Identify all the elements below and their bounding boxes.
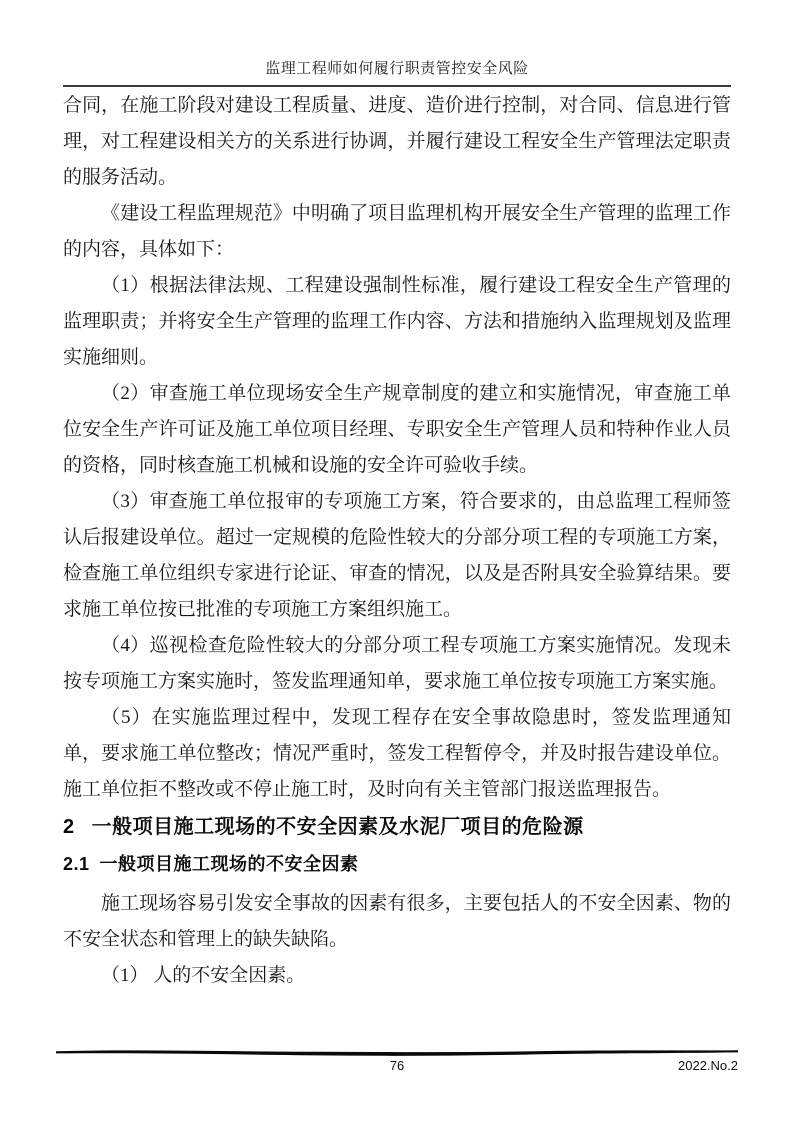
page-number: 76 (389, 1058, 405, 1073)
body-paragraph: 《建设工程监理规范》中明确了项目监理机构开展安全生产管理的监理工作的内容，具体如下： (63, 203, 731, 260)
section-title: 一般项目施工现场的不安全因素及水泥厂项目的危险源 (91, 816, 584, 838)
document-body (63, 88, 731, 994)
subsection-title: 一般项目施工现场的不安全因素 (99, 854, 359, 874)
footer-rule (56, 1048, 738, 1057)
issue-label: 2022.No.2 (678, 1058, 738, 1073)
body-paragraph-item-3: （3）审查施工单位报审的专项施工方案，符合要求的，由总监理工程师签认后报建设单位。超过一定规模的危险性较大的分部分项工程的专项施工方案，检查施工单位组织专家进行论证、审查的情况，以及是否附具安全验算结果。要求施工单位按已批准的专项施工方案组织施工。 (63, 491, 731, 620)
body-paragraph: 施工现场容易引发安全事故的因素有很多，主要包括人的不安全因素、物的不安全状态和管理上的缺失缺陷。 (63, 893, 731, 950)
subsection-heading (63, 850, 731, 878)
section-heading (63, 813, 731, 841)
body-paragraph-item-4: （4）巡视检查危险性较大的分部分项工程专项施工方案实施情况。发现未按专项施工方案实施时，签发监理通知单，要求施工单位按专项施工方案实施。 (63, 635, 731, 692)
section-number: 2 (63, 816, 75, 838)
body-paragraph-item-2: （2）审查施工单位现场安全生产规章制度的建立和实施情况，审查施工单位安全生产许可证及施工单位项目经理、专职安全生产管理人员和特种作业人员的资格，同时核查施工机械和设施的安全许可验收手续。 (63, 383, 731, 476)
body-paragraph: 合同，在施工阶段对建设工程质量、进度、造价进行控制，对合同、信息进行管理，对工程建设相关方的关系进行协调，并履行建设工程安全生产管理法定职责的服务活动。 (63, 95, 731, 188)
subsection-number: 2.1 (63, 854, 90, 874)
body-paragraph-item-5: （5）在实施监理过程中，发现工程存在安全事故隐患时，签发监理通知单，要求施工单位整改；情况严重时，签发工程暂停令，并及时报告建设单位。施工单位拒不整改或不停止施工时，及时向有关主管部门报送监理报告。 (63, 707, 731, 800)
page-footer (56, 1048, 738, 1076)
body-paragraph-item-6: （1） 人的不安全因素。 (101, 965, 306, 986)
body-paragraph-item-1: （1）根据法律法规、工程建设强制性标准，履行建设工程安全生产管理的监理职责；并将安全生产管理的监理工作内容、方法和措施纳入监理规划及监理实施细则。 (63, 275, 731, 368)
running-header (63, 58, 731, 87)
footer-row (56, 1058, 738, 1076)
running-title: 监理工程师如何履行职责管控安全风险 (265, 61, 529, 77)
